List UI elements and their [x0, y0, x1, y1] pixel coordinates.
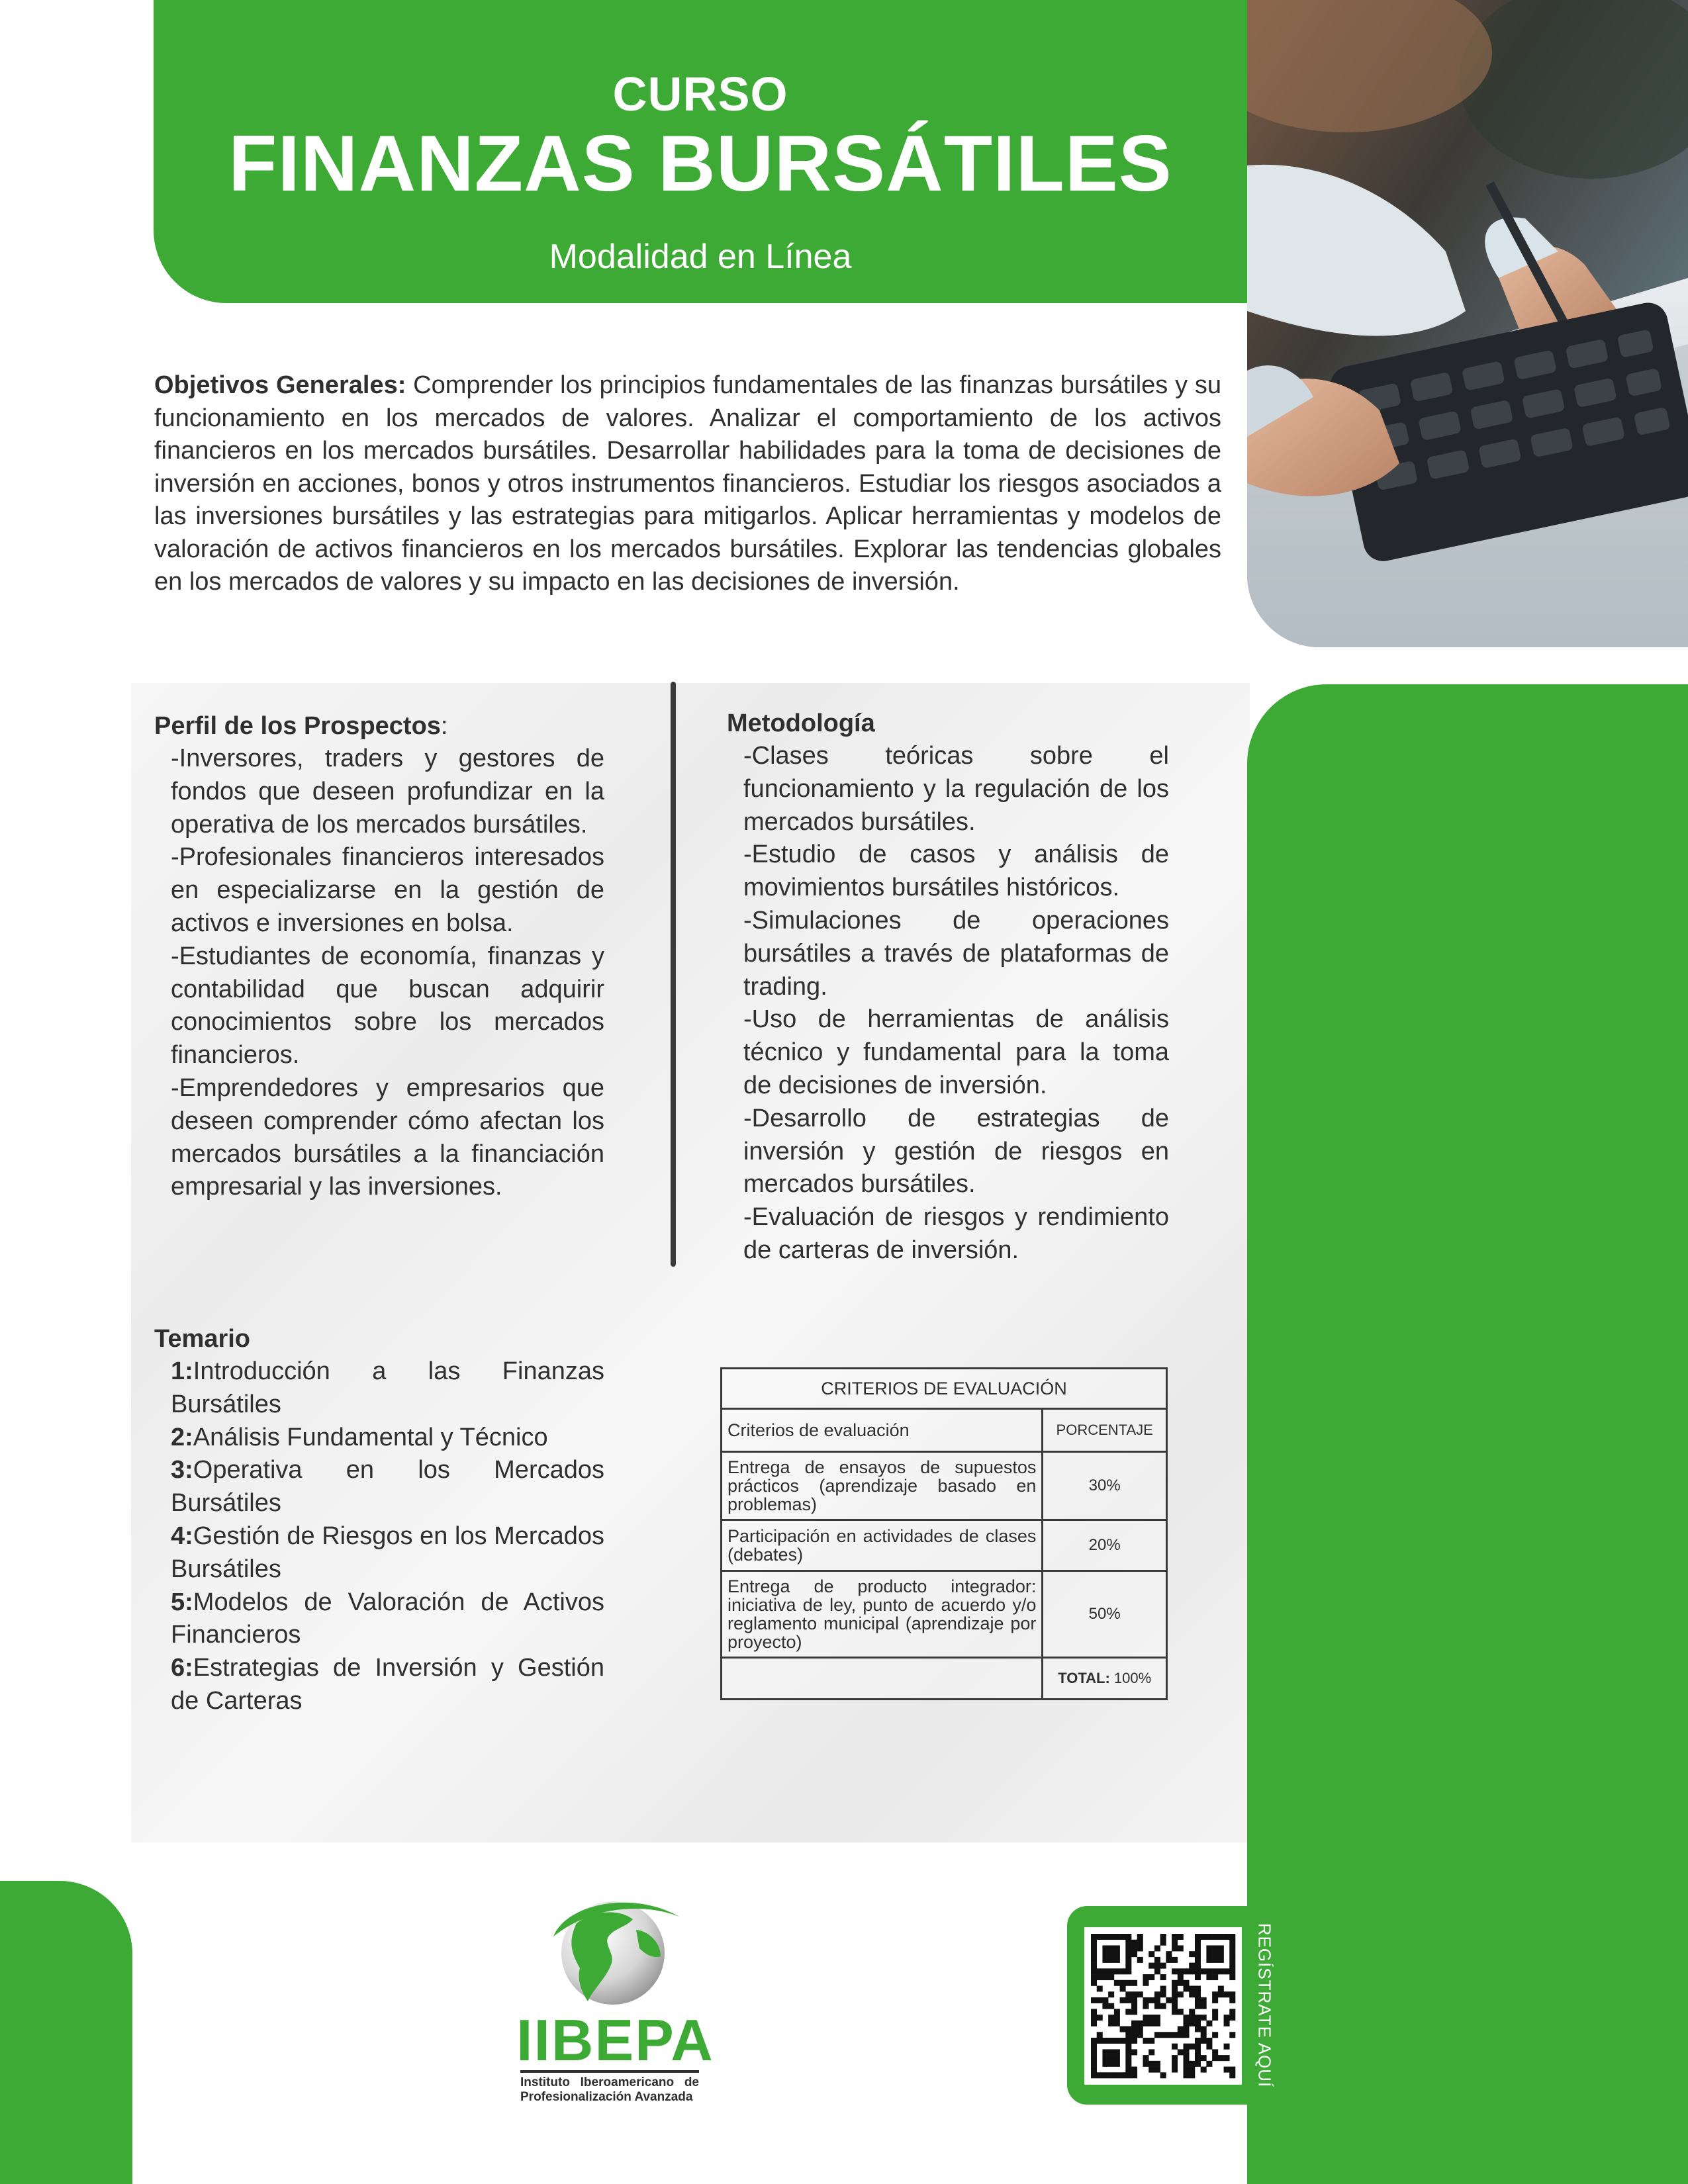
- register-label[interactable]: REGÍSTRATE AQUÍ: [1254, 1923, 1275, 2088]
- methodology-title: Metodología: [727, 709, 875, 737]
- syllabus-number: 5:: [171, 1588, 193, 1616]
- table-row: [722, 1520, 1167, 1571]
- globe-icon: [514, 1890, 719, 2016]
- percent-cell: 30%: [1043, 1452, 1167, 1520]
- syllabus-topic: Gestión de Riesgos en los Mercados Bursátiles: [171, 1522, 604, 1583]
- logo-brand: IIBEPA: [516, 2007, 714, 2073]
- syllabus-topic: Análisis Fundamental y Técnico: [193, 1423, 548, 1451]
- syllabus-list: [154, 1355, 604, 1718]
- evaluation-table-title: CRITERIOS DE EVALUACIÓN: [722, 1369, 1167, 1409]
- list-item: -Clases teóricas sobre el funcionamiento y la regulación de los mercados bursátiles.: [743, 742, 1169, 836]
- table-row: [722, 1452, 1167, 1520]
- list-item: [171, 1520, 604, 1586]
- bottom-left-green-panel: [0, 1881, 132, 2184]
- qr-code-icon[interactable]: [1084, 1927, 1242, 2085]
- criteria-cell: Entrega de producto integrador: iniciativa de ley, punto de acuerdo y/o reglamento municipal (aprendizaje por proyecto): [722, 1571, 1043, 1658]
- empty-cell: [722, 1658, 1043, 1700]
- syllabus-topic: Introducción a las Finanzas Bursátiles: [171, 1357, 604, 1418]
- objectives-text: Comprender los principios fundamentales de las finanzas bursátiles y su funcionamiento en los mercados de valores. Analizar el comportamiento de los activos financieros en los mercados bursátiles. Desarrollar habilidades para la toma de decisiones de inversión en acciones, bonos y otros instrumentos financieros. Estudiar los riesgos asociados a las inversiones bursátiles y las estrategias para mitigarlos. Aplicar herramientas y modelos de valoración de activos financieros en los mercados bursátiles. Explorar las tendencias globales en los mercados de valores y su impacto en las decisiones de inversión.: [154, 371, 1221, 596]
- list-item: [171, 1586, 604, 1653]
- list-item: -Desarrollo de estrategias de inversión y gestión de riesgos en mercados bursátiles.: [743, 1104, 1169, 1199]
- syllabus-topic: Operativa en los Mercados Bursátiles: [171, 1456, 604, 1518]
- evaluation-table: [720, 1367, 1168, 1700]
- methodology-section: [727, 707, 1169, 1267]
- criteria-cell: Entrega de ensayos de supuestos prácticos (aprendizaje basado en problemas): [722, 1452, 1043, 1520]
- prospects-profile-section: [154, 709, 604, 1204]
- syllabus-topic: Estrategias de Inversión y Gestión de Carteras: [171, 1654, 604, 1715]
- syllabus-section: [154, 1322, 604, 1718]
- list-item: -Profesionales financieros interesados en especializarse en la gestión de activos e inversiones en bolsa.: [171, 843, 604, 937]
- methodology-list: [727, 740, 1169, 1267]
- objectives-label: Objetivos Generales:: [154, 371, 406, 399]
- list-item: -Estudio de casos y análisis de movimientos bursátiles históricos.: [743, 841, 1169, 902]
- objectives-paragraph: [154, 369, 1221, 599]
- criteria-column-header: Criterios de evaluación: [722, 1409, 1043, 1452]
- list-item: -Estudiantes de economía, finanzas y contabilidad que buscan adquirir conocimientos sobre los mercados financieros.: [171, 942, 604, 1069]
- list-item: -Evaluación de riesgos y rendimiento de carteras de inversión.: [743, 1203, 1169, 1264]
- table-row: [722, 1571, 1167, 1658]
- list-item: [171, 1652, 604, 1718]
- total-cell: [1043, 1658, 1167, 1700]
- syllabus-number: 6:: [171, 1654, 193, 1682]
- table-row: [722, 1658, 1167, 1700]
- prospects-profile-colon: :: [440, 712, 448, 740]
- prospects-profile-heading: Perfil de los Prospectos: [154, 712, 441, 740]
- iibepa-logo: [514, 1890, 719, 2104]
- header-photo: [1247, 0, 1688, 647]
- course-kicker: CURSO: [612, 68, 788, 121]
- list-item: [171, 1355, 604, 1422]
- list-item: -Emprendedores y empresarios que deseen comprender cómo afectan los mercados bursátiles a la financiación empresarial y las inversiones.: [171, 1073, 604, 1201]
- syllabus-number: 1:: [171, 1357, 193, 1385]
- syllabus-number: 2:: [171, 1423, 193, 1451]
- prospects-profile-list: [154, 743, 604, 1204]
- prospects-profile-title: [154, 709, 604, 743]
- percent-cell: 50%: [1043, 1571, 1167, 1658]
- list-item: [171, 1422, 604, 1455]
- syllabus-number: 3:: [171, 1456, 193, 1484]
- logo-institution: Instituto Iberoamericano de Profesionalización Avanzada: [520, 2070, 699, 2105]
- list-item: -Simulaciones de operaciones bursátiles a través de plataformas de trading.: [743, 906, 1169, 1001]
- list-item: -Uso de herramientas de análisis técnico y fundamental para la toma de decisiones de inversión.: [743, 1005, 1169, 1099]
- table-row: [722, 1369, 1167, 1409]
- list-item: -Inversores, traders y gestores de fondos que deseen profundizar en la operativa de los mercados bursátiles.: [171, 745, 604, 839]
- percent-cell: 20%: [1043, 1520, 1167, 1571]
- course-title: FINANZAS BURSÁTILES: [228, 119, 1172, 208]
- percent-column-header: PORCENTAJE: [1043, 1409, 1167, 1452]
- register-link[interactable]: [1251, 1907, 1278, 2103]
- criteria-cell: Participación en actividades de clases (debates): [722, 1520, 1043, 1571]
- syllabus-number: 4:: [171, 1522, 193, 1550]
- table-row: [722, 1409, 1167, 1452]
- header-banner: [154, 0, 1247, 303]
- syllabus-topic: Modelos de Valoración de Activos Financieros: [171, 1588, 604, 1649]
- syllabus-title: Temario: [154, 1325, 251, 1353]
- total-label: TOTAL:: [1058, 1670, 1110, 1686]
- total-value: 100%: [1109, 1670, 1152, 1686]
- list-item: [171, 1454, 604, 1520]
- course-modality: Modalidad en Línea: [549, 238, 852, 276]
- right-green-panel: [1247, 684, 1688, 2184]
- column-divider: [671, 682, 676, 1267]
